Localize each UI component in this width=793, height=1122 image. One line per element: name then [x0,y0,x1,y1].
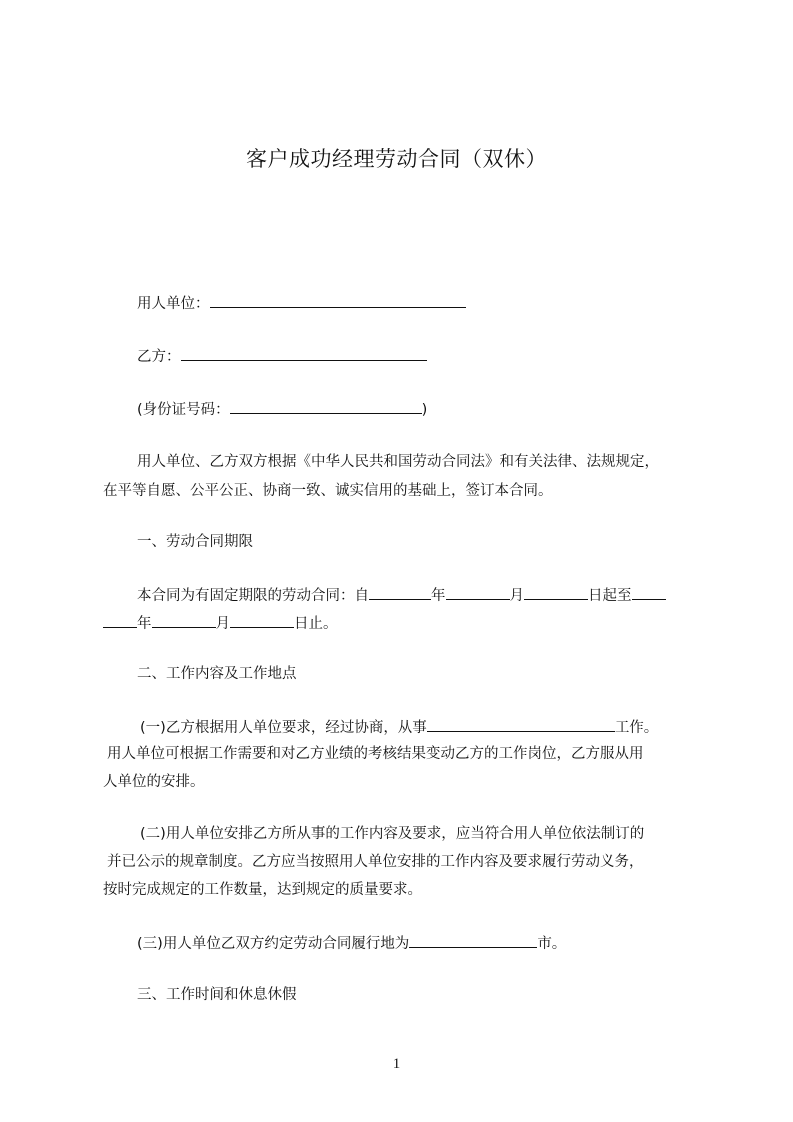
clause2-line-1: (二)用人单位安排乙方所从事的工作内容及要求，应当符合用人单位依法制订的 [140,826,645,842]
section1-heading: 一、劳动合同期限 [137,534,253,550]
term-month-label: 月 [509,588,524,604]
term-start-month-blank [446,584,510,600]
term-start-year-blank [369,584,431,600]
document-title: 客户成功经理劳动合同（双休） [246,147,547,171]
id-blank [230,398,422,414]
clause1-line-2: 用人单位可根据工作需要和对乙方业绩的考核结果变动乙方的工作岗位，乙方服从用 [107,746,644,762]
party-b-line [137,345,427,367]
id-line [137,398,427,420]
clause1-text: (一)乙方根据用人单位要求，经过协商，从事 [140,720,427,736]
job-title-blank [427,716,615,732]
clause1-end: 工作。 [614,720,659,736]
section2-heading: 二、工作内容及工作地点 [137,666,297,682]
work-city-blank [409,932,537,948]
party-b-label: 乙方： [137,349,181,365]
id-close: ) [421,402,428,418]
term-line-1 [137,584,666,606]
employer-label: 用人单位： [137,296,210,312]
term-end-day-blank [230,612,294,628]
term-text: 本合同为有固定期限的劳动合同：自 [137,588,369,604]
term-from-label: 日起至 [588,588,632,604]
term-start-day-blank [524,584,588,600]
term-end-year-label: 年 [137,616,152,632]
clause3-line [137,932,566,954]
term-line-2 [103,612,338,634]
clause1-line-1 [140,716,658,738]
intro-line-2: 在平等自愿、公平公正、协商一致、诚实信用的基础上，签订本合同。 [103,483,553,499]
term-end-label: 日止。 [294,616,338,632]
clause1-line-3: 人单位的安排。 [103,774,205,790]
section3-heading: 三、工作时间和休息休假 [137,987,297,1003]
employer-line [137,292,466,314]
party-b-blank [181,345,427,361]
clause3-end: 市。 [537,936,567,952]
term-end-year-blank-a [632,584,666,600]
clause3-text: (三)用人单位乙双方约定劳动合同履行地为 [137,936,410,952]
id-label: (身份证号码： [137,402,230,418]
term-end-month-blank [152,612,216,628]
clause2-line-3: 按时完成规定的工作数量，达到规定的质量要求。 [103,882,422,898]
employer-blank [210,292,466,308]
term-end-month-label: 月 [215,616,230,632]
clause2-line-2: 并已公示的规章制度。乙方应当按照用人单位安排的工作内容及要求履行劳动义务， [107,854,644,870]
intro-line-1: 用人单位、乙方双方根据《中华人民共和国劳动合同法》和有关法律、法规规定， [137,454,659,470]
page-number: 1 [392,1056,401,1072]
term-year-label: 年 [431,588,446,604]
term-end-year-blank-b [103,612,137,628]
